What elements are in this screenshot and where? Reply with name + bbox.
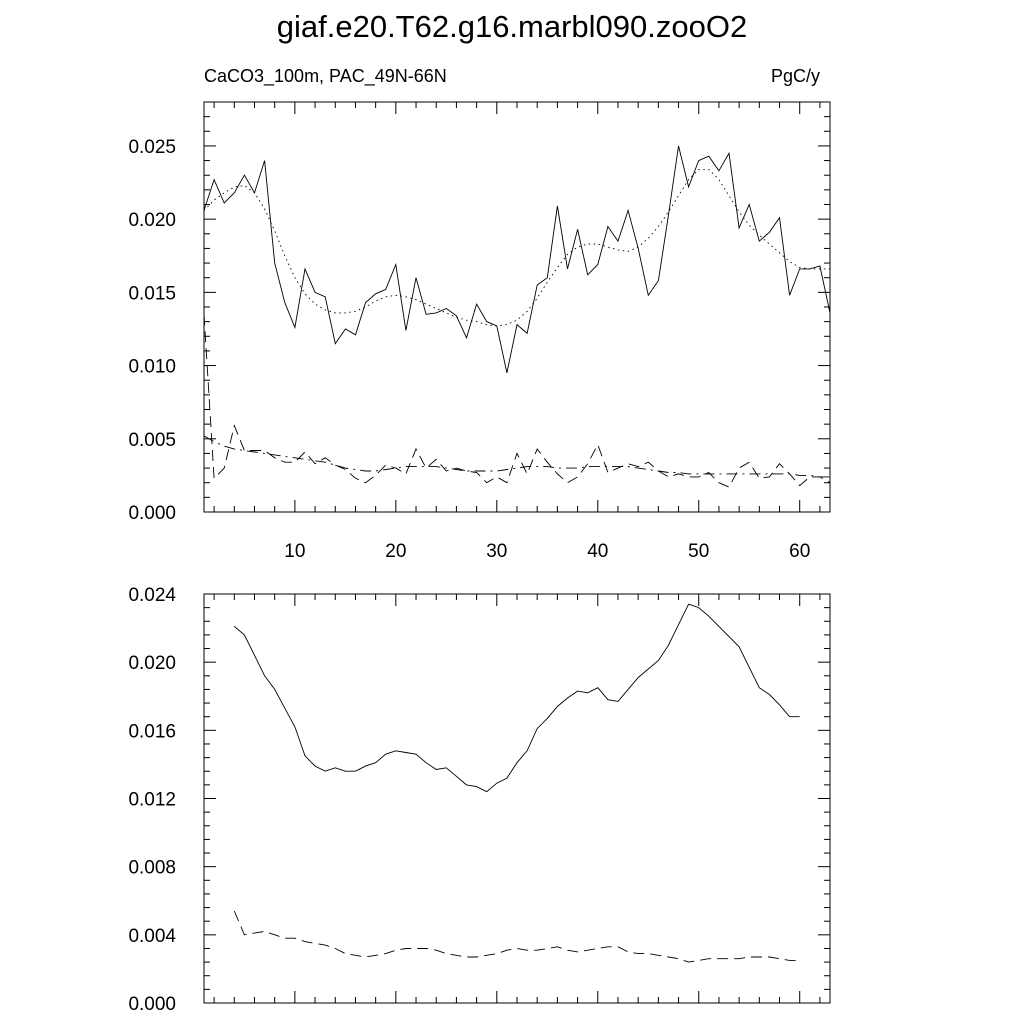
series-line-dashed <box>204 314 830 487</box>
series-line-dashdot <box>204 436 830 477</box>
y-tick-label: 0.020 <box>128 210 176 232</box>
y-tick-label: 0.020 <box>128 653 176 675</box>
y-tick-label: 0.025 <box>128 136 176 158</box>
x-tick-label: 30 <box>486 541 508 562</box>
x-tick-label: 20 <box>385 541 407 562</box>
chart-title: giaf.e20.T62.g16.marbl090.zooO2 <box>276 9 748 44</box>
plot-frame <box>204 102 830 512</box>
right-subtitle: PgC/y <box>770 66 820 86</box>
x-tick-label: 40 <box>587 541 609 562</box>
plot-frame <box>204 594 830 1003</box>
left-subtitle: CaCO3_100m, PAC_49N-66N <box>204 66 447 86</box>
y-tick-label: 0.004 <box>128 925 176 947</box>
y-tick-label: 0.000 <box>128 503 176 524</box>
top-panel <box>128 102 830 562</box>
series-line-solid <box>234 604 799 792</box>
bottom-panel <box>128 585 830 1015</box>
x-tick-label: 60 <box>789 541 811 562</box>
y-tick-label: 0.005 <box>128 429 176 451</box>
y-tick-label: 0.000 <box>128 994 176 1015</box>
y-tick-label: 0.016 <box>128 721 176 743</box>
y-tick-label: 0.008 <box>128 857 176 879</box>
y-tick-label: 0.012 <box>128 789 176 811</box>
series-line-dotted <box>204 169 830 326</box>
series-line-dashed <box>234 911 799 962</box>
y-tick-label: 0.015 <box>128 283 176 305</box>
y-tick-label: 0.024 <box>128 585 176 606</box>
x-tick-label: 10 <box>284 541 306 562</box>
x-tick-label: 50 <box>688 541 710 562</box>
series-line-solid <box>204 146 830 373</box>
y-tick-label: 0.010 <box>128 356 176 378</box>
